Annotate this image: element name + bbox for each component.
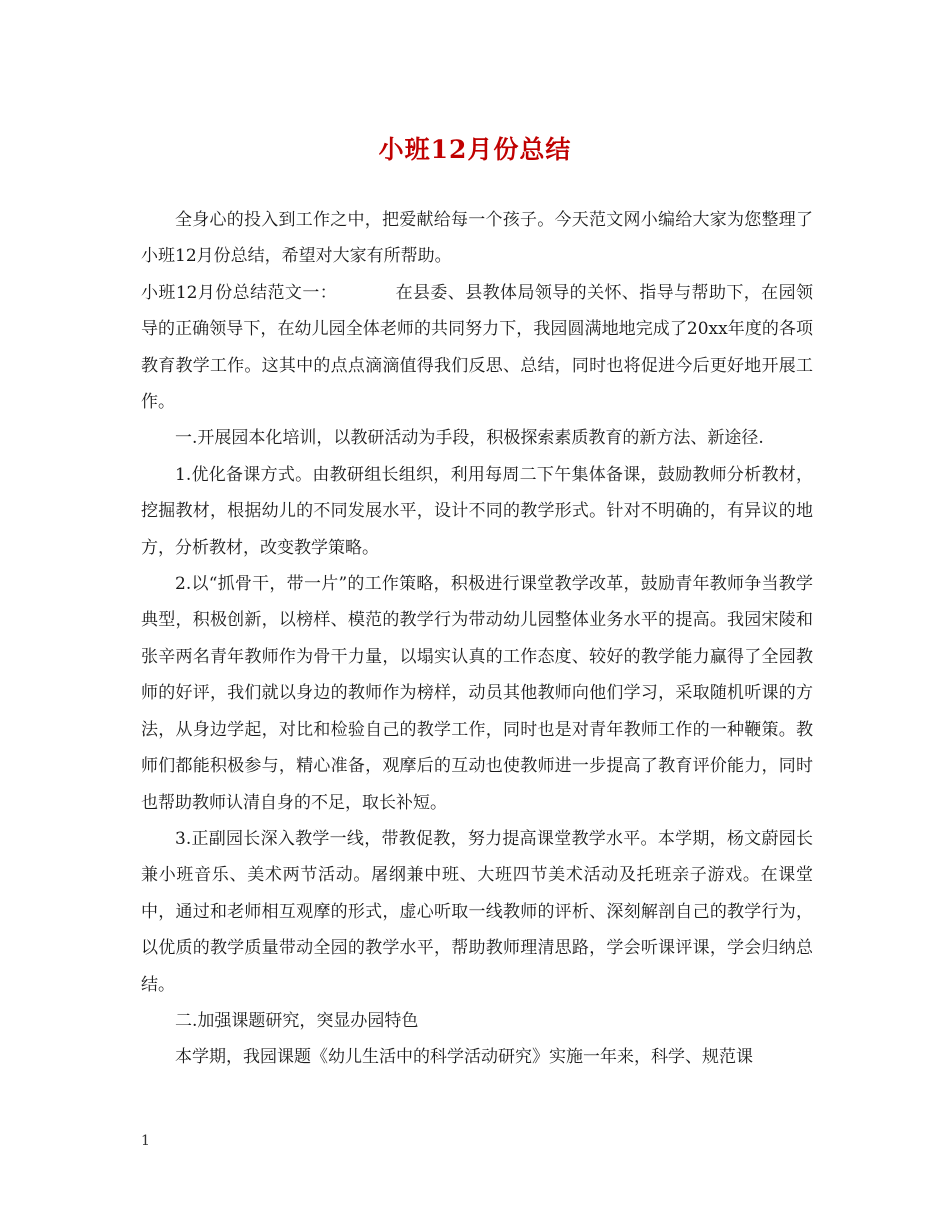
section-two-heading: 二.加强课题研究，突显办园特色 [175,1010,419,1031]
document-body [141,202,813,1076]
sample-opening: 在县委、县教体局领导的关怀、指导与帮助下，在园领导的正确领导下，在幼儿园全体老师的共同努力下，我园圆满地地完成了20xx年度的各项教育教学工作。这其中的点点滴滴值得我们反思、总结，同时也将促进今后更好地开展工作。 [141,282,814,413]
document-title: 小班12月份总结 [378,135,572,164]
section-one-heading: 一.开展园本化培训，以教研活动为手段，积极探索素质教育的新方法、新途径. [175,428,764,449]
item-1-paragraph: 1.优化备课方式。由教研组长组织，利用每周二下午集体备课，鼓励教师分析教材，挖掘教材，根据幼儿的不同发展水平，设计不同的教学形式。针对不明确的，有异议的地方，分析教材，改变教学策略。 [141,464,813,558]
item-3-paragraph: 3.正副园长深入教学一线，带教促教，努力提高课堂教学水平。本学期，杨文蔚园长兼小班音乐、美术两节活动。屠纲兼中班、大班四节美术活动及托班亲子游戏。在课堂中，通过和老师相互观摩的形式，虚心听取一线教师的评析、深刻解剖自己的教学行为，以优质的教学质量带动全园的教学水平，帮助教师理清思路，学会听课评课，学会归纳总结。 [141,828,813,995]
intro-paragraph: 全身心的投入到工作之中，把爱献给每一个孩子。今天范文网小编给大家为您整理了小班12月份总结，希望对大家有所帮助。 [141,210,813,267]
section-two-paragraph: 本学期，我园课题《幼儿生活中的科学活动研究》实施一年来，科学、规范课 [175,1047,753,1068]
sample-paragraph [141,275,813,421]
item-2-paragraph: 2.以“抓骨干，带一片”的工作策略，积极进行课堂教学改革，鼓励青年教师争当教学典型，积极创新，以榜样、模范的教学行为带动幼儿园整体业务水平的提高。我园宋陵和张辛两名青年教师作为骨干力量，以塌实认真的工作态度、较好的教学能力赢得了全园教师的好评，我们就以身边的教师作为榜样，动员其他教师向他们学习，采取随机听课的方法，从身边学起，对比和检验自己的教学工作，同时也是对青年教师工作的一种鞭策。教师们都能积极参与，精心准备，观摩后的互动也使教师进一步提高了教育评价能力，同时也帮助教师认清自身的不足，取长补短。 [141,574,813,813]
sample-label: 小班12月份总结范文一： [141,282,338,303]
page-number: 1 [141,1133,150,1149]
